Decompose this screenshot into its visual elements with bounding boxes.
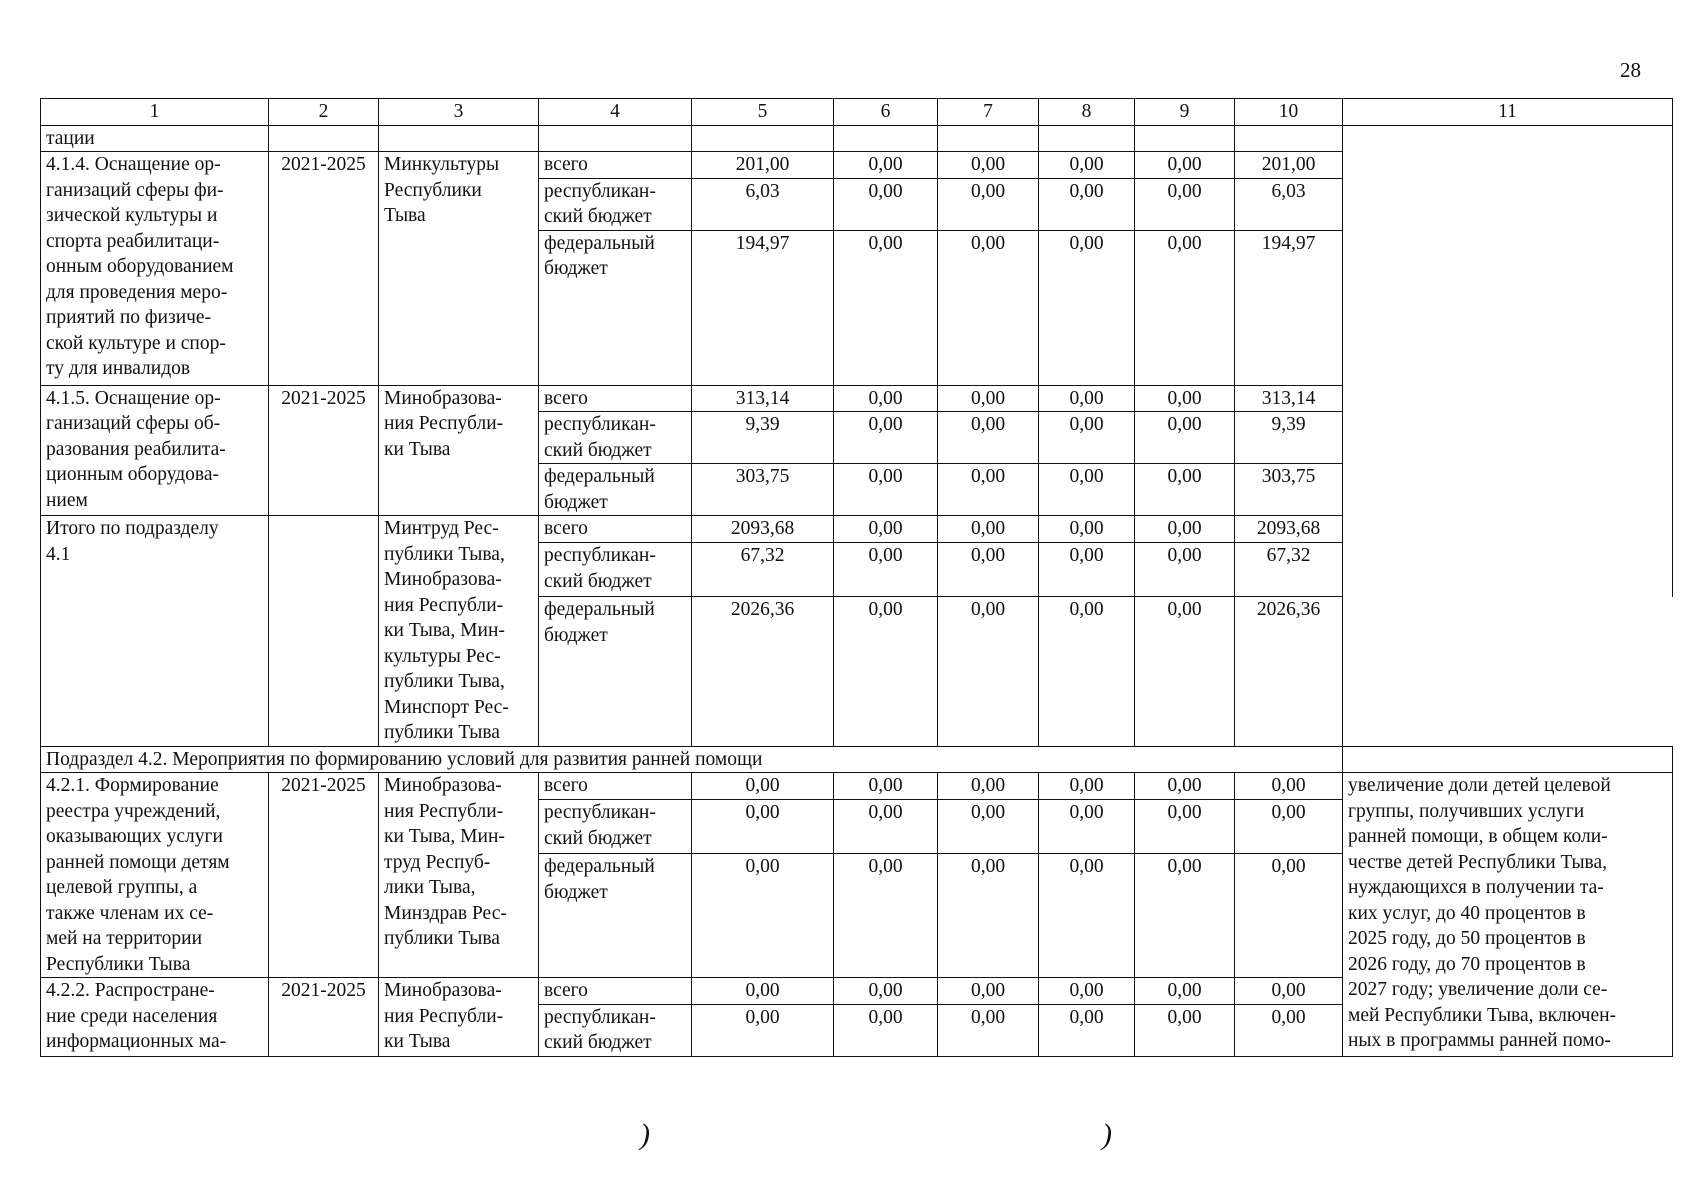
amount-cell <box>1235 543 1343 597</box>
event-name <box>41 978 269 1057</box>
amount-cell-text: 0,00 <box>868 414 903 435</box>
event-executor-text: Минобразова- ния Республи- ки Тыва <box>384 387 504 460</box>
event-executor <box>379 978 539 1057</box>
amount-cell <box>938 978 1039 1005</box>
amount-cell-text: 0,00 <box>1167 180 1202 202</box>
amount-cell-text: 0,00 <box>745 802 780 824</box>
amount-cell-text: 0,00 <box>1069 232 1104 254</box>
funding-source-label <box>539 230 692 385</box>
amount-cell <box>692 978 834 1005</box>
event-period-text: 2021-2025 <box>281 980 366 1001</box>
amount-cell <box>692 230 834 385</box>
amount-cell-text: 0,00 <box>868 180 903 202</box>
amount-cell <box>1039 152 1135 179</box>
subsection-result-cell <box>1343 746 1673 773</box>
amount-cell <box>938 773 1039 800</box>
funding-source-label-text: федеральный бюджет <box>544 599 655 646</box>
amount-cell-text: 0,00 <box>1069 518 1104 539</box>
amount-cell <box>834 543 938 597</box>
funding-source-label-text: республикан- ский бюджет <box>544 180 656 227</box>
amount-cell <box>834 854 938 978</box>
amount-cell-text: 313,14 <box>735 387 790 409</box>
event-executor <box>379 152 539 386</box>
funding-source-label-text: республикан- ский бюджет <box>544 1006 656 1053</box>
event-name-text: 4.2.1. Формирование реестра учреждений, оказывающих услуги ранней помощи детям целевой группы, а также членам их се- мей на территории Республики Тыва <box>46 775 230 975</box>
amount-cell <box>938 464 1039 516</box>
amount-cell-text: 0,00 <box>1167 980 1202 1001</box>
page-mark-right: ) <box>1102 1118 1112 1151</box>
amount-cell-text: 0,00 <box>970 599 1006 621</box>
amount-cell-text: 0,00 <box>970 856 1006 878</box>
event-name-text: 4.1.4. Оснащение ор- ганизаций сферы фи- зической культуры и спорта реабилитаци- онным оборудованием для проведения меро- приятий по физиче- ской культуре и спор- ту для инвалидов <box>46 154 234 379</box>
amount-cell-text: 0,00 <box>868 802 903 824</box>
funding-source-label-text: всего <box>544 775 588 796</box>
header-cell: 8 <box>1039 99 1135 126</box>
subsection-title-text: Подраздел 4.2. Мероприятия по формированию условий для развития ранней помощи <box>46 748 763 770</box>
amount-cell-text: 6,03 <box>1271 180 1306 202</box>
amount-cell <box>1235 464 1343 516</box>
amount-cell-text: 0,00 <box>1167 802 1202 824</box>
amount-cell-text: 0,00 <box>1167 466 1202 487</box>
amount-cell <box>938 854 1039 978</box>
amount-cell-text: 0,00 <box>1271 802 1306 824</box>
amount-cell <box>938 543 1039 597</box>
amount-cell-text: 0,00 <box>1167 154 1202 175</box>
header-cell: 9 <box>1135 99 1235 126</box>
amount-cell <box>1235 800 1343 854</box>
funding-source-label-text: всего <box>544 518 588 539</box>
amount-cell-text: 0,00 <box>1167 414 1202 435</box>
amount-cell-text: 0,00 <box>970 980 1006 1001</box>
amount-cell <box>1235 516 1343 543</box>
amount-cell-text: 0,00 <box>970 802 1006 824</box>
header-cell: 6 <box>834 99 938 126</box>
funding-source-label <box>539 412 692 464</box>
amount-cell-text: 0,00 <box>1069 1006 1104 1028</box>
amount-cell-text: 0,00 <box>1069 802 1104 824</box>
amount-cell <box>692 152 834 179</box>
amount-cell <box>1039 773 1135 800</box>
amount-cell <box>834 597 938 746</box>
amount-cell <box>1135 516 1235 543</box>
amount-cell <box>692 178 834 230</box>
funding-source-label <box>539 854 692 978</box>
amount-cell-text: 0,00 <box>1167 545 1202 567</box>
funding-source-label <box>539 178 692 230</box>
funding-source-label-text: всего <box>544 387 588 409</box>
funding-source-label <box>539 1004 692 1056</box>
amount-cell-text: 0,00 <box>1069 466 1104 487</box>
funding-source-label <box>539 385 692 412</box>
amount-cell <box>834 516 938 543</box>
funding-source-label-text: федеральный бюджет <box>544 232 655 279</box>
amount-cell-text: 0,00 <box>970 518 1006 539</box>
amount-cell-text: 201,00 <box>1261 154 1316 175</box>
amount-cell-text: 0,00 <box>1069 180 1104 202</box>
header-cell: 4 <box>539 99 692 126</box>
amount-cell-text: 0,00 <box>868 856 903 878</box>
amount-cell <box>1135 800 1235 854</box>
amount-cell <box>1039 1004 1135 1056</box>
amount-cell-text: 0,00 <box>1271 1006 1306 1028</box>
amount-cell-text: 0,00 <box>1167 518 1202 539</box>
amount-cell <box>834 464 938 516</box>
amount-cell-text: 0,00 <box>868 154 903 175</box>
amount-cell-text: 0,00 <box>1069 599 1104 621</box>
funding-source-label <box>539 597 692 746</box>
amount-cell-text: 303,75 <box>735 466 790 487</box>
amount-cell <box>834 230 938 385</box>
amount-cell-text: 0,00 <box>970 414 1006 435</box>
event-period-text: 2021-2025 <box>281 775 366 796</box>
amount-cell-text: 0,00 <box>1167 232 1202 254</box>
amount-cell-text: 0,00 <box>1167 856 1202 878</box>
amount-cell <box>938 178 1039 230</box>
amount-cell <box>1135 464 1235 516</box>
amount-cell-text: 0,00 <box>745 856 780 878</box>
amount-cell <box>1039 230 1135 385</box>
amount-cell <box>1135 152 1235 179</box>
event-executor <box>379 516 539 747</box>
funding-source-label-text: федеральный бюджет <box>544 466 655 513</box>
amount-cell-text: 2093,68 <box>730 518 795 539</box>
amount-cell-text: 0,00 <box>868 545 903 567</box>
amount-cell <box>834 773 938 800</box>
amount-cell <box>1235 152 1343 179</box>
amount-cell <box>938 516 1039 543</box>
funding-source-label <box>539 800 692 854</box>
continuation-row <box>41 125 1673 152</box>
amount-cell-text: 0,00 <box>745 980 780 1001</box>
amount-cell-text: 0,00 <box>1271 856 1306 878</box>
amount-cell <box>1235 978 1343 1005</box>
amount-cell-text: 0,00 <box>1069 856 1104 878</box>
amount-cell <box>1135 412 1235 464</box>
amount-cell-text: 0,00 <box>868 1006 903 1028</box>
funding-source-label-text: всего <box>544 980 588 1001</box>
amount-cell-text: 0,00 <box>1167 775 1202 796</box>
amount-cell <box>1039 978 1135 1005</box>
amount-cell <box>834 412 938 464</box>
amount-cell <box>938 152 1039 179</box>
amount-cell <box>1235 230 1343 385</box>
amount-cell <box>1135 543 1235 597</box>
event-executor-text: Минобразова- ния Республи- ки Тыва <box>384 980 504 1052</box>
amount-cell <box>1135 978 1235 1005</box>
event-executor <box>379 773 539 978</box>
amount-cell <box>1039 178 1135 230</box>
header-row <box>41 99 1673 126</box>
amount-cell-text: 0,00 <box>1167 387 1202 409</box>
header-cell: 1 <box>41 99 269 126</box>
header-cell: 5 <box>692 99 834 126</box>
amount-cell-text: 0,00 <box>970 180 1006 202</box>
amount-cell-text: 0,00 <box>868 466 903 487</box>
amount-cell <box>938 597 1039 746</box>
amount-cell <box>692 1004 834 1056</box>
amount-cell <box>1039 385 1135 412</box>
program-table <box>40 98 1673 1057</box>
amount-cell-text: 0,00 <box>970 154 1006 175</box>
subsection-row <box>41 746 1673 773</box>
amount-cell-text: 9,39 <box>1271 414 1306 435</box>
amount-cell <box>1235 1004 1343 1056</box>
amount-cell <box>834 385 938 412</box>
funding-source-label-text: республикан- ский бюджет <box>544 545 656 592</box>
amount-cell <box>938 800 1039 854</box>
funding-source-label-text: федеральный бюджет <box>544 856 655 903</box>
amount-cell-text: 0,00 <box>868 599 903 621</box>
amount-cell-text: 194,97 <box>1261 232 1316 254</box>
table-row <box>41 773 1673 800</box>
header-cell: 2 <box>269 99 379 126</box>
page-number: 28 <box>1620 58 1641 82</box>
amount-cell-text: 0,00 <box>1069 414 1104 435</box>
amount-cell-text: 0,00 <box>970 545 1006 567</box>
amount-cell-text: 0,00 <box>868 775 903 796</box>
amount-cell <box>1235 773 1343 800</box>
amount-cell-text: 6,03 <box>745 180 780 202</box>
amount-cell <box>692 854 834 978</box>
subsection-title <box>41 746 1343 773</box>
amount-cell <box>1235 385 1343 412</box>
amount-cell-text: 0,00 <box>745 775 780 796</box>
event-executor-text: Минтруд Рес- публики Тыва, Минобразова- ния Республи- ки Тыва, Мин- культуры Рес- публики Тыва, Минспорт Рес- публики Тыва <box>384 518 509 743</box>
header-cell: 3 <box>379 99 539 126</box>
amount-cell <box>1039 800 1135 854</box>
amount-cell <box>834 800 938 854</box>
funding-source-label <box>539 978 692 1005</box>
event-period-text: 2021-2025 <box>281 154 366 175</box>
amount-cell-text: 0,00 <box>1069 980 1104 1001</box>
amount-cell-text: 2026,36 <box>730 599 795 621</box>
amount-cell-text: 0,00 <box>970 466 1006 487</box>
amount-cell <box>938 385 1039 412</box>
event-period <box>269 516 379 747</box>
amount-cell <box>1235 854 1343 978</box>
event-executor-text: Минкультуры Республики Тыва <box>384 154 500 226</box>
amount-cell <box>938 412 1039 464</box>
expected-result-text: увеличение доли детей целевой группы, получивших услуги ранней помощи, в общем коли- честве детей Республики Тыва, нуждающихся в получении та- ких услуг, до 40 процентов в 2025 году, до 50 процентов в 2026 году, до 70 процентов в 2027 году; увеличение доли се- мей Республики Тыва, включен- ных в программы ранней помо- <box>1348 775 1617 1051</box>
amount-cell-text: 303,75 <box>1261 466 1316 487</box>
amount-cell <box>692 412 834 464</box>
event-name <box>41 385 269 516</box>
event-name-text: 4.2.2. Распростране- ние среди населения информационных ма- <box>46 980 227 1052</box>
funding-source-label <box>539 152 692 179</box>
amount-cell <box>1235 178 1343 230</box>
header-cell: 7 <box>938 99 1039 126</box>
event-name <box>41 152 269 386</box>
event-name-text: 4.1.5. Оснащение ор- ганизаций сферы об- разования реабилита- ционным оборудова- нием <box>46 387 226 511</box>
amount-cell <box>1135 597 1235 746</box>
amount-cell <box>1039 854 1135 978</box>
event-period <box>269 773 379 978</box>
result-cell-41 <box>1343 125 1673 597</box>
amount-cell-text: 0,00 <box>1069 154 1104 175</box>
page-mark-left: ) <box>640 1118 650 1151</box>
header-cell: 10 <box>1235 99 1343 126</box>
amount-cell <box>938 1004 1039 1056</box>
amount-cell <box>834 978 938 1005</box>
amount-cell <box>692 385 834 412</box>
funding-source-label <box>539 773 692 800</box>
amount-cell <box>692 516 834 543</box>
funding-source-label <box>539 543 692 597</box>
amount-cell <box>1235 412 1343 464</box>
event-executor <box>379 385 539 516</box>
amount-cell <box>938 230 1039 385</box>
header-cell: 11 <box>1343 99 1673 126</box>
amount-cell-text: 0,00 <box>1271 980 1306 1001</box>
funding-source-label <box>539 464 692 516</box>
amount-cell-text: 201,00 <box>735 154 790 175</box>
amount-cell-text: 0,00 <box>970 387 1006 409</box>
amount-cell-text: 0,00 <box>1069 387 1104 409</box>
event-period <box>269 385 379 516</box>
amount-cell-text: 0,00 <box>1069 775 1104 796</box>
event-name <box>41 773 269 978</box>
amount-cell-text: 0,00 <box>1167 599 1202 621</box>
amount-cell-text: 0,00 <box>868 387 903 409</box>
amount-cell <box>1135 230 1235 385</box>
amount-cell <box>1039 464 1135 516</box>
event-name <box>41 516 269 747</box>
amount-cell-text: 9,39 <box>745 414 780 435</box>
amount-cell-text: 194,97 <box>735 232 790 254</box>
event-executor-text: Минобразова- ния Республи- ки Тыва, Мин- труд Респуб- лики Тыва, Минздрав Рес- публики Тыва <box>384 775 507 949</box>
amount-cell <box>692 597 834 746</box>
amount-cell <box>1235 597 1343 746</box>
amount-cell <box>1135 854 1235 978</box>
amount-cell <box>1039 543 1135 597</box>
amount-cell <box>1135 1004 1235 1056</box>
amount-cell <box>692 800 834 854</box>
expected-result <box>1343 773 1673 1057</box>
amount-cell-text: 0,00 <box>1167 1006 1202 1028</box>
amount-cell <box>1039 516 1135 543</box>
amount-cell <box>834 152 938 179</box>
amount-cell-text: 313,14 <box>1261 387 1316 409</box>
amount-cell-text: 0,00 <box>868 980 903 1001</box>
event-period <box>269 978 379 1057</box>
amount-cell <box>1135 178 1235 230</box>
funding-source-label <box>539 516 692 543</box>
amount-cell <box>1039 412 1135 464</box>
amount-cell <box>692 543 834 597</box>
amount-cell <box>1135 385 1235 412</box>
amount-cell-text: 0,00 <box>745 1006 780 1028</box>
amount-cell-text: 0,00 <box>970 1006 1006 1028</box>
funding-source-label-text: республикан- ский бюджет <box>544 414 656 461</box>
amount-cell-text: 0,00 <box>1271 775 1306 796</box>
amount-cell-text: 0,00 <box>1069 545 1104 567</box>
amount-cell-text: 2026,36 <box>1256 599 1321 621</box>
amount-cell-text: 0,00 <box>868 232 903 254</box>
amount-cell-text: 2093,68 <box>1256 518 1321 539</box>
amount-cell <box>1039 597 1135 746</box>
amount-cell-text: 67,32 <box>740 545 785 567</box>
amount-cell <box>834 1004 938 1056</box>
funding-source-label-text: республикан- ский бюджет <box>544 802 656 849</box>
amount-cell-text: 0,00 <box>970 775 1006 796</box>
event-period-text: 2021-2025 <box>281 387 366 409</box>
amount-cell <box>1135 773 1235 800</box>
event-name-text: Итого по подразделу 4.1 <box>46 518 219 565</box>
amount-cell <box>692 773 834 800</box>
event-period <box>269 152 379 386</box>
amount-cell-text: 67,32 <box>1266 545 1311 567</box>
amount-cell <box>692 464 834 516</box>
funding-source-label-text: всего <box>544 154 588 175</box>
continuation-text: тации <box>41 125 269 152</box>
amount-cell <box>834 178 938 230</box>
amount-cell-text: 0,00 <box>868 518 903 539</box>
amount-cell-text: 0,00 <box>970 232 1006 254</box>
